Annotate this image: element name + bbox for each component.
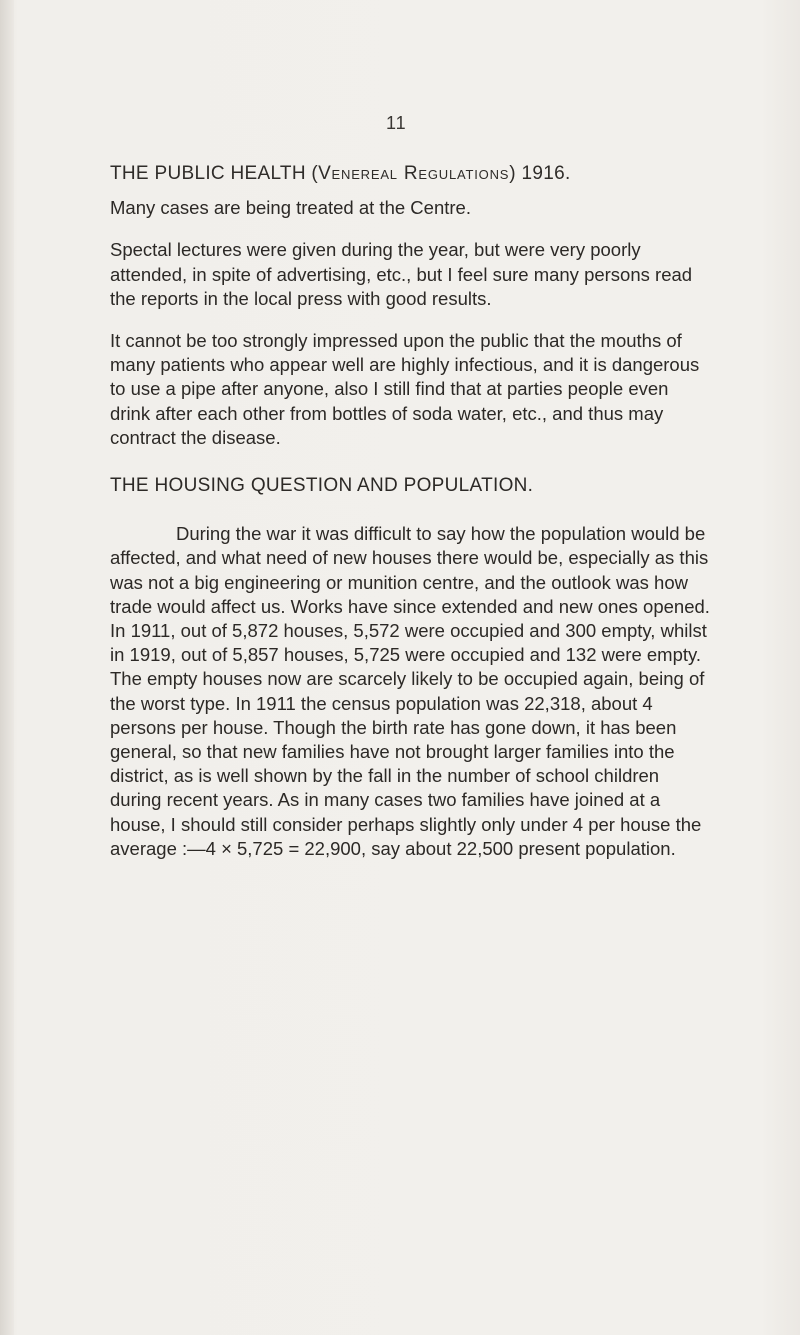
section-heading-housing xyxy=(110,474,710,498)
header-title-part1: THE PUBLIC HEALTH ( xyxy=(110,163,319,184)
section-heading-part1: THE HOUSING QUESTION xyxy=(110,475,353,497)
paragraph-lectures: Spectal lectures were given during the year, but were very poorly attended, in spite of advertising, etc., but I feel sure many persons read the reports in the local press with good results. xyxy=(110,239,693,309)
paragraph-cases: Many cases are being treated at the Centre. xyxy=(110,197,471,219)
page-edge-shadow xyxy=(0,0,14,1335)
header-title-smallcaps: Venereal Regulations xyxy=(318,163,510,184)
document-body xyxy=(110,162,710,879)
header-title-part2: ) 1916. xyxy=(509,163,571,184)
section-heading-and: AND xyxy=(357,475,399,497)
page-number: 11 xyxy=(386,113,407,133)
paragraph-infection-warning: It cannot be too strongly impressed upon the public that the mouths of many patients who appear well are highly infectious, and it is dangerous to use a pipe after anyone, also I still find that at parties people even drink after each other from bottles of soda water, etc., and thus may contract the disease. xyxy=(110,330,700,448)
section-heading-part2: POPULATION. xyxy=(403,475,534,497)
running-header xyxy=(110,162,710,186)
paragraph-housing-population: During the war it was difficult to say how the population would be affected, and what need of new houses there would be, especially as this was not a big engineering or munition centre, and the outlook was how trade would affect us. Works have since extended and new ones opened. In 1911, out of 5,872 houses, 5,572 were occupied and 300 empty, whilst in 1919, out of 5,857 houses, 5,725 were occupied and 132 were empty. The empty houses now are scarcely likely to be occupied again, being of the worst type. In 1911 the census population was 22,318, about 4 persons per house. Though the birth rate has gone down, it has been general, so that new families have not brought larger families into the district, as is well shown by the fall in the number of school children during recent years. As in many cases two families have joined at a house, I should still consider perhaps slightly only under 4 per house the average :—4 × 5,725 = 22,900, say about 22,500 present population. xyxy=(110,523,710,859)
